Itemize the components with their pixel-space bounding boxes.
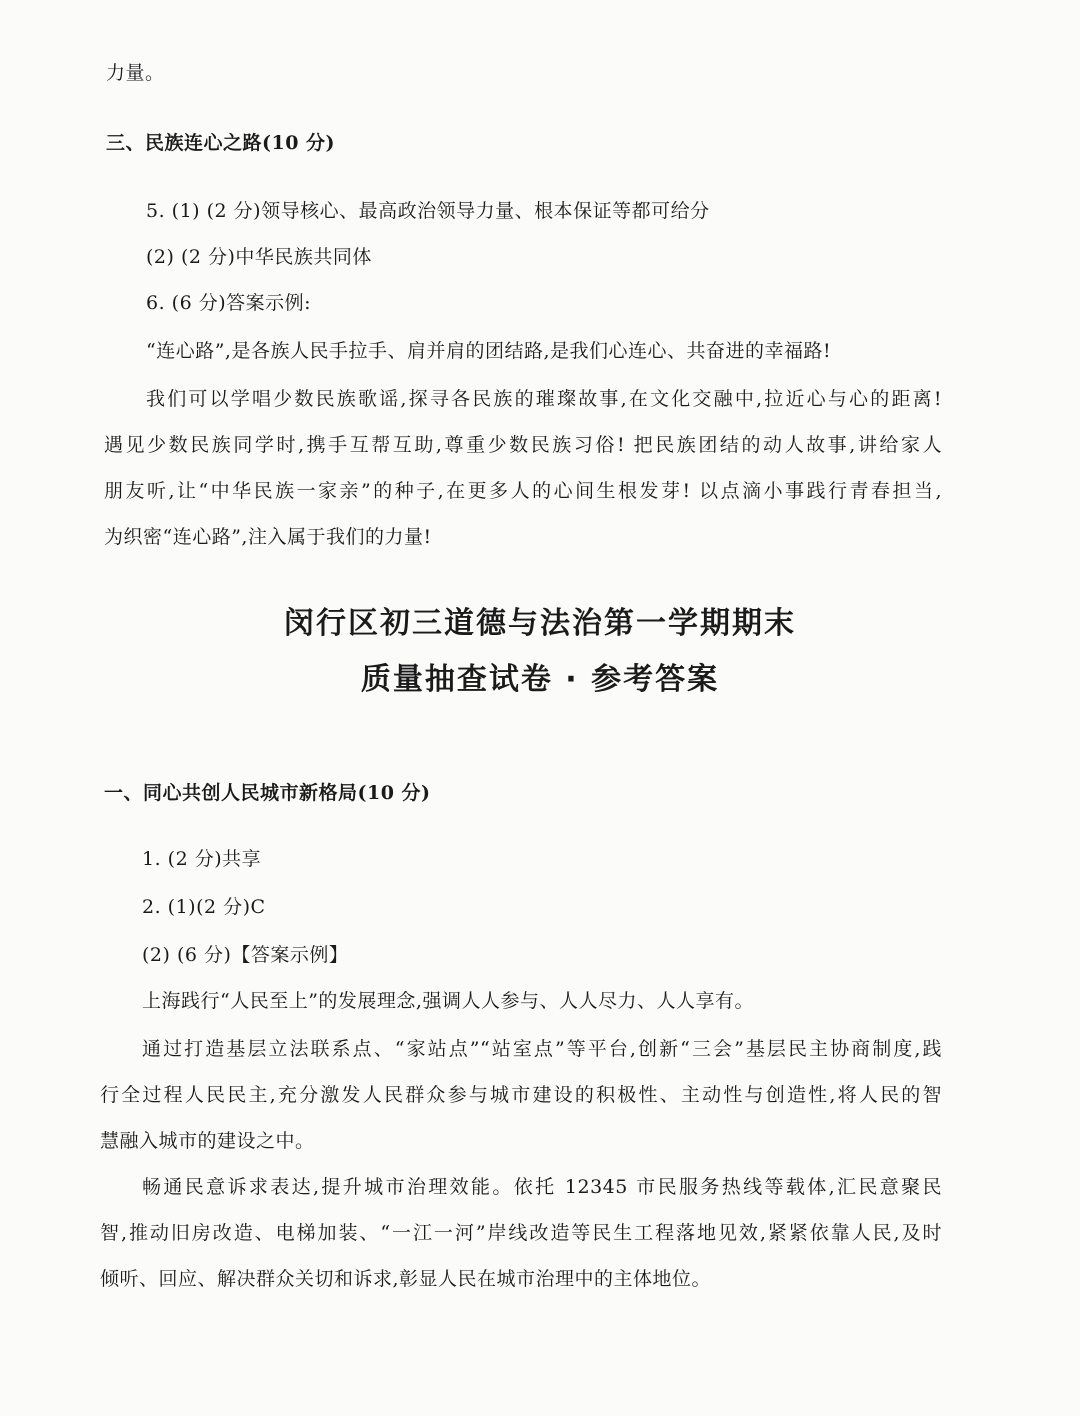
answer-q2-2-label: (2) (6 分)【答案示例】: [142, 944, 349, 966]
answer-q6-paragraph-1: “连心路”,是各族人民手拉手、肩并肩的团结路,是我们心连心、共奋进的幸福路!: [146, 340, 832, 362]
answer-q5-1: 5. (1) (2 分)领导核心、最高政治领导力量、根本保证等都可给分: [146, 200, 710, 222]
answer-q2-paragraph-2-line-1: 通过打造基层立法联系点、“家站点”“站室点”等平台,创新“三会”基层民主协商制度,践: [142, 1038, 942, 1060]
answer-q6-paragraph-2-line-3: 朋友听,让“中华民族一家亲”的种子,在更多人的心间生根发芽! 以点滴小事践行青春担当,: [104, 480, 942, 502]
answer-q6-paragraph-2-line-1: 我们可以学唱少数民族歌谣,探寻各民族的璀璨故事,在文化交融中,拉近心与心的距离!: [146, 388, 942, 410]
answer-q2-paragraph-2-line-2: 行全过程人民民主,充分激发人民群众参与城市建设的积极性、主动性与创造性,将人民的智: [100, 1084, 942, 1106]
answer-q2-paragraph-3-line-1: 畅通民意诉求表达,提升城市治理效能。依托 12345 市民服务热线等载体,汇民意聚民: [142, 1176, 942, 1198]
section-heading-people-city: 一、同心共创人民城市新格局(10 分): [104, 782, 431, 804]
answer-q2-paragraph-1: 上海践行“人民至上”的发展理念,强调人人参与、人人尽力、人人享有。: [142, 990, 754, 1012]
answer-q1: 1. (2 分)共享: [142, 848, 262, 870]
answer-q2-paragraph-2-line-3: 慧融入城市的建设之中。: [100, 1130, 315, 1152]
continuation-text: 力量。: [106, 62, 165, 84]
answer-q2-1: 2. (1)(2 分)C: [142, 896, 266, 918]
answer-q6-paragraph-2-line-2: 遇见少数民族同学时,携手互帮互助,尊重少数民族习俗! 把民族团结的动人故事,讲给家人: [104, 434, 942, 456]
answer-q6-paragraph-2-line-4: 为织密“连心路”,注入属于我们的力量!: [104, 526, 432, 548]
answer-q2-paragraph-3-line-2: 智,推动旧房改造、电梯加装、“一江一河”岸线改造等民生工程落地见效,紧紧依靠人民,及时: [100, 1222, 942, 1244]
answer-q6-label: 6. (6 分)答案示例:: [146, 292, 312, 314]
answer-q5-2: (2) (2 分)中华民族共同体: [146, 246, 372, 268]
section-heading-ethnic-unity: 三、民族连心之路(10 分): [106, 132, 336, 154]
answer-q2-paragraph-3-line-3: 倾听、回应、解决群众关切和诉求,彰显人民在城市治理中的主体地位。: [100, 1268, 712, 1290]
document-title-line-2: 质量抽查试卷 · 参考答案: [360, 662, 720, 697]
document-title-line-1: 闵行区初三道德与法治第一学期期末: [284, 606, 796, 641]
